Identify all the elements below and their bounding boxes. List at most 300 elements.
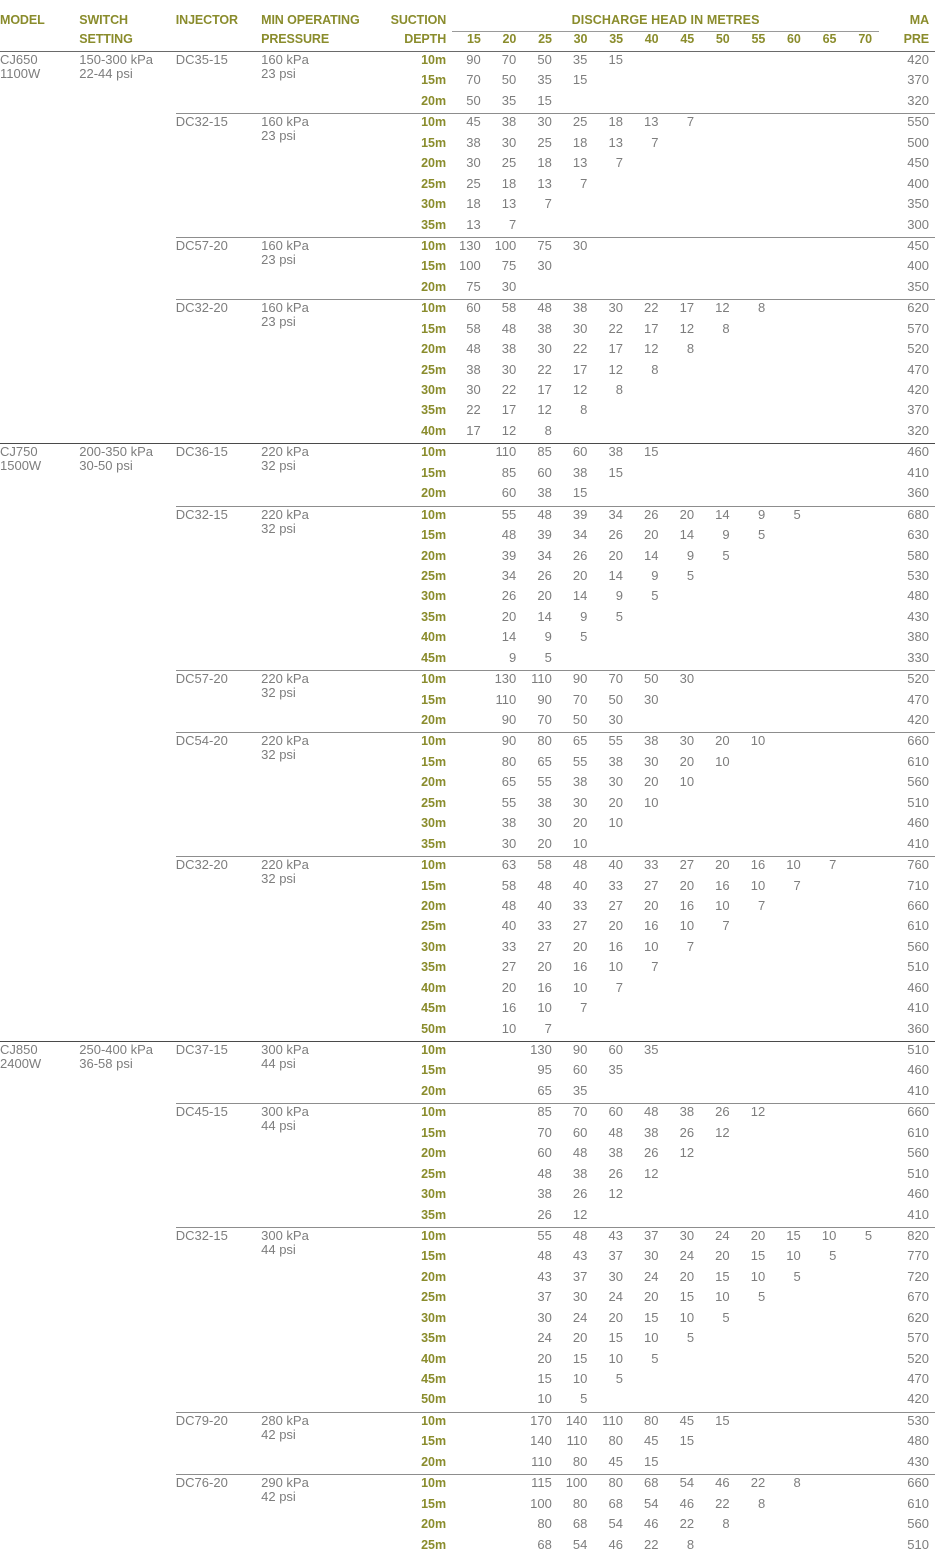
header-discharge-head-40: 40 — [630, 32, 666, 52]
cell-flow-45m: 38 — [666, 1104, 702, 1125]
cell-flow-50m: 9 — [722, 527, 730, 543]
cell-flow-20m — [488, 1454, 524, 1475]
cell-flow-55m — [737, 279, 773, 300]
cell-injector: DC32-20 — [176, 300, 261, 444]
cell-flow-30m: 15 — [572, 1350, 588, 1366]
cell-flow-30m — [559, 258, 595, 278]
cell-flow-40m: 20 — [644, 897, 659, 913]
cell-flow-15m: 18 — [466, 196, 481, 212]
cell-flow-30m: 80 — [572, 1495, 588, 1511]
cell-flow-70m — [843, 1207, 879, 1228]
cell-flow-50m — [701, 1351, 737, 1371]
cell-flow-70m — [843, 423, 879, 444]
cell-max-pressure: 410 — [907, 464, 929, 480]
cell-flow-55m — [737, 1186, 773, 1206]
cell-suction-depth: 20m — [421, 279, 447, 294]
cell-flow-15m — [452, 1330, 488, 1350]
cell-suction-depth: 25m — [421, 919, 447, 934]
cell-flow-30m: 12 — [572, 382, 588, 397]
cell-flow-45m: 14 — [679, 527, 695, 543]
cell-flow-15m — [452, 692, 488, 712]
cell-flow-30m: 24 — [572, 1309, 588, 1325]
cell-flow-25m: 30 — [523, 114, 559, 135]
cell-flow-20m — [488, 1227, 524, 1248]
cell-flow-40m — [630, 485, 666, 506]
cell-flow-45m: 15 — [679, 1289, 695, 1305]
cell-flow-60m — [772, 692, 808, 712]
cell-flow-40m — [630, 93, 666, 114]
cell-flow-25m: 70 — [537, 712, 552, 727]
cell-flow-35m: 22 — [608, 320, 623, 336]
switch-setting-kpa: 250-400 kPa — [79, 1042, 153, 1057]
cell-flow-70m — [843, 774, 879, 794]
cell-max-pressure: 410 — [907, 1206, 929, 1222]
cell-flow-30m — [559, 1021, 595, 1042]
cell-flow-60m — [772, 1412, 808, 1433]
cell-flow-40m — [630, 1207, 666, 1228]
cell-suction-depth: 15m — [421, 73, 447, 88]
cell-flow-15m: 70 — [466, 72, 481, 88]
cell-flow-65m — [808, 485, 844, 506]
cell-flow-50m — [701, 1454, 737, 1475]
cell-flow-50m — [701, 52, 737, 73]
cell-min-operating-pressure — [261, 237, 385, 299]
cell-flow-50m — [701, 72, 737, 92]
cell-flow-60m: 8 — [772, 1475, 808, 1496]
cell-flow-20m: 58 — [501, 877, 517, 893]
cell-flow-70m — [843, 629, 879, 649]
cell-suction-depth: 25m — [421, 1537, 447, 1552]
cell-flow-35m: 18 — [594, 114, 630, 135]
cell-flow-45m — [666, 444, 702, 465]
cell-flow-60m — [772, 815, 808, 835]
cell-max-pressure: 660 — [907, 897, 929, 913]
cell-flow-15m: 45 — [452, 114, 488, 135]
cell-flow-15m — [452, 1062, 488, 1082]
cell-flow-20m: 58 — [488, 300, 524, 321]
cell-flow-55m — [737, 1145, 773, 1165]
cell-flow-25m: 25 — [537, 134, 552, 150]
pressure-psi: 32 psi — [261, 458, 296, 474]
cell-flow-25m: 8 — [544, 422, 552, 438]
cell-max-pressure: 460 — [907, 1186, 929, 1202]
cell-flow-20m: 65 — [501, 774, 517, 790]
cell-flow-25m: 100 — [530, 1495, 552, 1511]
cell-max-pressure: 450 — [907, 155, 929, 171]
cell-flow-50m — [701, 1330, 737, 1350]
cell-max-pressure: 630 — [907, 527, 929, 543]
cell-flow-35m — [594, 402, 630, 422]
cell-flow-30m: 54 — [572, 1536, 588, 1552]
cell-flow-70m — [843, 1475, 879, 1496]
cell-flow-35m — [594, 1083, 630, 1104]
cell-flow-30m: 34 — [572, 527, 588, 543]
header-discharge-head-65: 65 — [808, 32, 844, 52]
cell-flow-45m: 30 — [666, 671, 702, 692]
cell-suction-depth: 15m — [421, 1125, 447, 1140]
cell-flow-35m: 46 — [608, 1536, 623, 1552]
cell-flow-70m — [843, 176, 879, 196]
cell-flow-30m: 40 — [572, 877, 588, 893]
cell-suction-depth: 40m — [421, 423, 447, 438]
cell-flow-40m — [630, 1371, 666, 1391]
cell-flow-65m — [808, 1433, 844, 1453]
cell-flow-15m — [452, 1496, 488, 1516]
cell-flow-50m — [701, 1186, 737, 1206]
cell-flow-50m: 24 — [701, 1227, 737, 1248]
cell-flow-55m — [737, 52, 773, 73]
cell-flow-70m — [843, 135, 879, 155]
cell-flow-70m — [843, 1330, 879, 1350]
cell-flow-65m — [808, 671, 844, 692]
cell-flow-25m: 5 — [544, 649, 552, 665]
cell-flow-30m: 20 — [572, 567, 588, 583]
cell-flow-70m — [843, 588, 879, 608]
cell-flow-70m — [843, 1351, 879, 1371]
cell-suction-depth: 15m — [421, 528, 447, 543]
cell-flow-70m — [843, 196, 879, 216]
cell-flow-70m — [843, 444, 879, 465]
cell-flow-30m: 30 — [572, 794, 588, 810]
cell-flow-70m — [843, 1516, 879, 1536]
cell-flow-65m — [808, 465, 844, 485]
cell-flow-70m — [843, 733, 879, 754]
cell-flow-30m: 5 — [580, 629, 588, 645]
cell-flow-45m: 12 — [679, 1145, 695, 1161]
model-name: CJ750 — [0, 444, 38, 460]
cell-flow-15m: 17 — [466, 422, 481, 438]
cell-flow-70m — [843, 1042, 879, 1063]
cell-flow-15m — [452, 650, 488, 671]
cell-flow-30m — [559, 650, 595, 671]
cell-flow-30m: 60 — [572, 1062, 588, 1078]
cell-flow-35m: 80 — [594, 1475, 630, 1496]
cell-flow-70m — [843, 609, 879, 629]
cell-flow-65m — [808, 72, 844, 92]
cell-flow-25m: 20 — [537, 959, 552, 975]
cell-flow-45m: 10 — [679, 774, 695, 790]
cell-flow-65m — [808, 939, 844, 959]
cell-flow-30m: 38 — [572, 774, 588, 790]
cell-flow-15m — [452, 1227, 488, 1248]
cell-flow-70m — [843, 1371, 879, 1391]
cell-flow-45m: 9 — [686, 547, 695, 563]
cell-min-operating-pressure — [261, 444, 385, 506]
cell-flow-50m: 20 — [701, 857, 737, 878]
cell-flow-65m — [808, 1166, 844, 1186]
cell-flow-30m: 20 — [572, 1330, 588, 1346]
cell-flow-35m — [594, 217, 630, 238]
cell-flow-60m — [772, 1330, 808, 1350]
cell-flow-65m — [808, 1412, 844, 1433]
cell-flow-40m: 30 — [644, 1248, 659, 1264]
cell-flow-70m — [843, 1248, 879, 1268]
cell-flow-45m — [666, 176, 702, 196]
cell-flow-65m — [808, 237, 844, 258]
cell-max-pressure: 580 — [907, 547, 929, 563]
cell-flow-20m: 130 — [488, 671, 524, 692]
cell-flow-20m: 34 — [501, 567, 517, 583]
cell-flow-25m: 65 — [537, 1082, 552, 1098]
cell-flow-45m — [666, 1351, 702, 1371]
cell-flow-50m: 14 — [701, 506, 737, 527]
cell-flow-40m: 20 — [644, 774, 659, 790]
cell-flow-70m — [843, 568, 879, 588]
cell-flow-35m: 20 — [608, 794, 623, 810]
cell-flow-45m — [666, 629, 702, 649]
cell-flow-35m — [594, 650, 630, 671]
cell-flow-70m — [843, 1000, 879, 1020]
cell-flow-25m: 7 — [544, 196, 552, 212]
cell-flow-60m — [772, 196, 808, 216]
cell-flow-40m: 38 — [644, 1124, 659, 1140]
cell-max-pressure: 510 — [907, 1536, 929, 1552]
cell-flow-15m — [452, 1412, 488, 1433]
pressure-psi: 32 psi — [261, 520, 296, 536]
cell-flow-40m: 38 — [630, 733, 666, 754]
cell-flow-20m: 13 — [501, 196, 517, 212]
cell-flow-60m — [772, 72, 808, 92]
cell-flow-55m — [737, 1330, 773, 1350]
cell-flow-55m: 5 — [757, 527, 766, 543]
cell-suction-depth: 20m — [421, 93, 447, 108]
cell-flow-45m — [666, 836, 702, 857]
model-power: 1100W — [0, 66, 41, 81]
cell-min-operating-pressure — [261, 857, 385, 1042]
cell-flow-40m — [630, 650, 666, 671]
cell-flow-60m — [772, 548, 808, 568]
cell-flow-50m — [701, 423, 737, 444]
cell-flow-65m — [808, 114, 844, 135]
header-suction-depth: SUCTION — [390, 13, 447, 27]
cell-flow-45m: 12 — [679, 320, 695, 336]
cell-flow-60m — [772, 362, 808, 382]
cell-flow-15m — [452, 1310, 488, 1330]
cell-suction-depth: 15m — [421, 1249, 447, 1264]
cell-flow-15m — [452, 878, 488, 898]
cell-flow-45m: 7 — [666, 114, 702, 135]
cell-flow-30m: 35 — [572, 1082, 588, 1098]
cell-flow-40m: 15 — [630, 444, 666, 465]
cell-flow-50m — [701, 1537, 737, 1557]
cell-flow-15m: 30 — [466, 382, 481, 397]
cell-suction-depth: 20m — [421, 486, 447, 501]
cell-flow-35m: 20 — [608, 918, 623, 934]
switch-setting-psi: 30-50 psi — [79, 458, 133, 474]
cell-suction-depth: 15m — [421, 135, 447, 150]
cell-flow-30m: 48 — [559, 1227, 595, 1248]
cell-flow-60m — [772, 321, 808, 341]
cell-flow-55m — [737, 588, 773, 608]
cell-flow-15m — [452, 898, 488, 918]
cell-flow-70m — [843, 959, 879, 979]
cell-flow-15m — [452, 795, 488, 815]
cell-flow-25m: 16 — [537, 979, 552, 995]
cell-flow-70m — [843, 918, 879, 938]
header-min-operating-pressure-line2: PRESSURE — [261, 32, 385, 52]
cell-max-pressure: 460 — [879, 444, 935, 465]
cell-flow-55m — [737, 1391, 773, 1412]
cell-flow-40m — [630, 1083, 666, 1104]
cell-flow-20m: 50 — [501, 72, 517, 88]
cell-flow-50m — [701, 650, 737, 671]
pressure-kpa: 300 kPa — [261, 1104, 309, 1120]
cell-flow-45m — [666, 485, 702, 506]
cell-flow-50m: 20 — [715, 1248, 730, 1264]
cell-flow-55m — [737, 258, 773, 278]
cell-flow-45m — [666, 465, 702, 485]
cell-flow-55m — [737, 423, 773, 444]
cell-flow-50m: 16 — [715, 877, 730, 893]
cell-flow-25m: 30 — [537, 258, 552, 274]
cell-flow-60m — [772, 959, 808, 979]
cell-flow-50m: 8 — [722, 320, 730, 336]
cell-flow-20m — [488, 1207, 524, 1228]
cell-flow-35m: 24 — [608, 1289, 623, 1305]
cell-flow-20m — [488, 1248, 524, 1268]
cell-max-pressure: 560 — [907, 1516, 929, 1532]
cell-flow-40m: 68 — [630, 1475, 666, 1496]
cell-flow-65m — [808, 878, 844, 898]
cell-flow-35m — [594, 72, 630, 92]
cell-flow-45m — [666, 423, 702, 444]
cell-flow-25m: 26 — [537, 567, 552, 583]
cell-flow-30m: 8 — [580, 402, 588, 418]
cell-flow-40m: 14 — [644, 547, 659, 563]
cell-flow-65m — [808, 176, 844, 196]
cell-flow-35m: 70 — [594, 671, 630, 692]
cell-flow-20m: 20 — [501, 979, 517, 995]
cell-flow-25m: 37 — [537, 1289, 552, 1305]
cell-min-operating-pressure — [261, 1412, 385, 1474]
cell-flow-70m — [843, 362, 879, 382]
cell-flow-55m — [737, 650, 773, 671]
cell-flow-20m: 30 — [501, 361, 517, 377]
cell-flow-15m: 25 — [466, 175, 481, 191]
cell-flow-45m — [666, 402, 702, 422]
cell-flow-65m — [808, 1475, 844, 1496]
cell-flow-45m: 20 — [679, 753, 695, 769]
cell-suction-depth: 30m — [421, 197, 447, 212]
cell-flow-50m: 22 — [715, 1495, 730, 1511]
cell-flow-50m: 10 — [715, 897, 730, 913]
cell-flow-40m: 5 — [651, 1350, 659, 1366]
switch-setting-psi: 22-44 psi — [79, 66, 133, 81]
cell-flow-50m: 15 — [715, 1268, 730, 1284]
cell-flow-30m: 10 — [572, 979, 588, 995]
cell-flow-60m — [772, 568, 808, 588]
cell-flow-65m — [808, 279, 844, 300]
cell-flow-25m: 40 — [537, 897, 552, 913]
cell-flow-15m — [452, 774, 488, 794]
cell-flow-35m: 26 — [608, 527, 623, 543]
cell-flow-35m: 30 — [608, 712, 623, 727]
cell-injector: DC76-20 — [176, 1475, 261, 1557]
cell-flow-65m — [808, 1186, 844, 1206]
pressure-kpa: 220 kPa — [261, 506, 309, 522]
cell-flow-55m — [737, 217, 773, 238]
cell-flow-65m — [808, 93, 844, 114]
cell-flow-25m: 170 — [523, 1412, 559, 1433]
cell-max-pressure: 610 — [907, 1124, 929, 1140]
cell-max-pressure: 410 — [907, 1000, 929, 1016]
cell-flow-25m: 7 — [544, 1020, 552, 1036]
cell-injector: DC45-15 — [176, 1104, 261, 1228]
cell-min-operating-pressure — [261, 300, 385, 444]
cell-flow-55m — [737, 93, 773, 114]
cell-flow-20m: 30 — [501, 835, 517, 851]
cell-flow-20m: 39 — [501, 547, 517, 563]
cell-min-operating-pressure — [261, 1475, 385, 1557]
cell-max-pressure: 420 — [907, 1391, 929, 1407]
cell-flow-30m: 48 — [559, 857, 595, 878]
cell-flow-45m — [666, 52, 702, 73]
cell-flow-65m — [808, 733, 844, 754]
cell-flow-55m: 8 — [757, 1495, 766, 1511]
cell-flow-45m — [666, 980, 702, 1000]
cell-flow-60m — [772, 1516, 808, 1536]
cell-flow-60m — [772, 1062, 808, 1082]
cell-flow-55m — [737, 1125, 773, 1145]
cell-flow-70m: 5 — [843, 1227, 879, 1248]
cell-flow-15m — [452, 1289, 488, 1309]
cell-flow-40m: 15 — [644, 1453, 659, 1469]
cell-flow-25m: 110 — [523, 671, 559, 692]
header-discharge-head-45: 45 — [666, 32, 702, 52]
cell-min-operating-pressure — [261, 733, 385, 857]
cell-flow-25m: 48 — [537, 1248, 552, 1264]
cell-flow-45m: 5 — [686, 567, 695, 583]
cell-flow-65m — [808, 362, 844, 382]
cell-flow-70m — [843, 279, 879, 300]
cell-flow-60m: 5 — [772, 506, 808, 527]
header-injector: INJECTOR — [175, 13, 238, 27]
cell-flow-60m — [772, 1207, 808, 1228]
cell-flow-25m: 48 — [537, 877, 552, 893]
cell-flow-35m — [594, 279, 630, 300]
cell-flow-25m: 30 — [537, 1309, 552, 1325]
cell-flow-70m — [843, 93, 879, 114]
cell-flow-30m: 65 — [559, 733, 595, 754]
cell-flow-60m — [772, 1433, 808, 1453]
cell-flow-50m — [701, 485, 737, 506]
cell-flow-45m — [666, 692, 702, 712]
cell-flow-15m — [452, 629, 488, 649]
cell-flow-35m: 7 — [615, 979, 623, 995]
header-max-pressure-line2: PRE — [879, 32, 935, 52]
cell-flow-50m — [701, 217, 737, 238]
cell-flow-25m: 85 — [523, 444, 559, 465]
cell-flow-15m — [452, 485, 488, 506]
cell-flow-20m: 85 — [501, 464, 517, 480]
cell-flow-30m: 50 — [572, 712, 588, 727]
cell-max-pressure: 710 — [907, 877, 929, 893]
cell-max-pressure: 560 — [907, 1145, 929, 1161]
cell-flow-65m — [808, 754, 844, 774]
cell-max-pressure: 610 — [907, 918, 929, 934]
cell-flow-30m: 9 — [580, 608, 588, 624]
cell-flow-50m: 5 — [722, 547, 730, 563]
cell-flow-15m — [452, 939, 488, 959]
cell-min-operating-pressure — [261, 114, 385, 238]
cell-flow-15m: 60 — [452, 300, 488, 321]
cell-flow-65m — [808, 1537, 844, 1557]
cell-flow-50m: 26 — [701, 1104, 737, 1125]
cell-max-pressure: 560 — [907, 774, 929, 790]
cell-suction-depth: 15m — [421, 878, 447, 893]
cell-flow-70m — [843, 485, 879, 506]
cell-suction-depth: 15m — [421, 465, 447, 480]
